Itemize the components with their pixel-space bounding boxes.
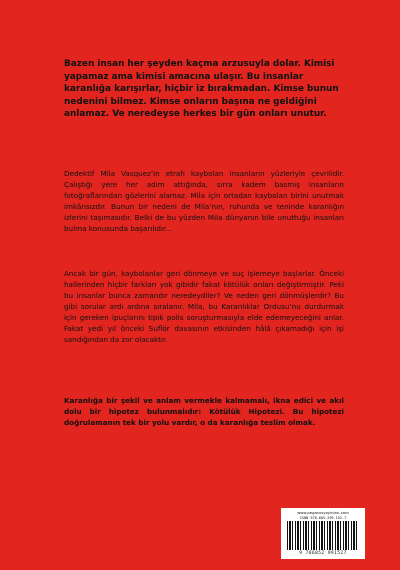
synopsis-paragraph-1: Dedektif Mila Vasquez’in etrafı kaybolan insanların yüzleriyle çevrilidir. Çalıştığı yere her adım attığında, sırra kadem basmış insanların fotoğraflarından gözlerini alamaz. Mila için ortadan kaybolan birini unutmak imkânsızdır. Bunun bir nedeni de Mila’nın, ruhunda ve teninde karanlığın izlerini taşımasıdır. Belki de bu yüzden Mila dünyanın bile unuttuğu insanları bulma konusunda başarılıdır... (64, 169, 344, 233)
isbn-text: ISBN 978-605-299-152-7 (299, 516, 347, 520)
synopsis-paragraph-2: Ancak bir gün, kaybolanlar geri dönmeye ve suç işlemeye başlarlar. Önceki hallerinden hiçbir farkları yok gibidir fakat kötülük onları değiştirmiştir. Peki bu insanlar bunca zamandır neredeydiler? Ve neden geri dönmüşlerdir? Bu gibi sorular ardı ardına sıralanır. Mila, bu Karanlıklar Ordusu’nu durdurmak için gereken ipuçlarını tipik polis soruşturmasıyla elde edemeyeceğini anlar. Fakat yedi yıl önceki Suflör davasının etkisinden hâlâ çıkamadığı için işi sandığından da zor olacaktır. (64, 269, 344, 344)
closing-paragraph: Karanlığa bir şekil ve anlam vermekle kalmamalı, ikna edici ve akıl dolu bir hipotez bulunmalıdır: Kötülük Hipotezi. Bu hipotezi doğrulamanın tek bir yolu vardır, o da karanlığa teslim olmak. (64, 396, 344, 427)
barcode-panel (281, 508, 365, 559)
barcode-number: 9 786052 991527 (299, 551, 347, 556)
intro-blurb: Bazen insan her şeyden kaçma arzusuyla dolar. Kimisi yapamaz ama kimisi amacına ulaşır. Bu insanlar karanlığa karışırlar, hiçbir iz bırakmadan. Kimse bunun nedenini bilmez. Kimse onların başına ne geldiğini anlamaz. Ve neredeyse herkes bir gün onları unutur. (64, 59, 339, 120)
barcode-bars (287, 521, 359, 550)
publisher-url: www.pegasusyayinlari.com (297, 510, 349, 515)
